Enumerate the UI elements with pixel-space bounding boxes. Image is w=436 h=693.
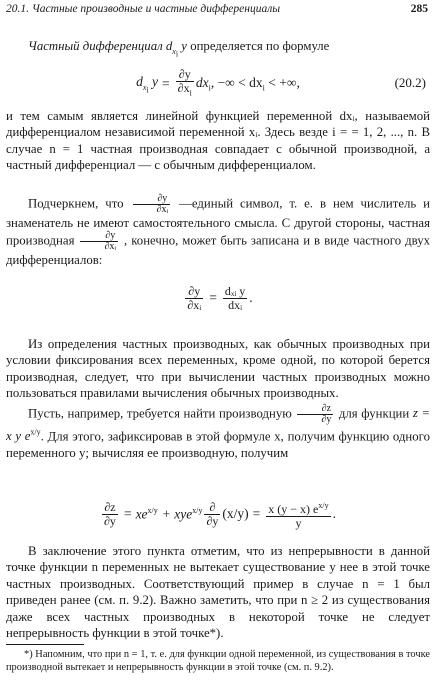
equation-example-derivative: $\frac{\partial z}{\partial y}$ = $xe^{x/y}$ + xye$^{x/y}$ $\frac{\partial}{\partial y}$ (x/y) = $\frac{x (y - x) e^{x/y}}{y}$ . <box>104 499 336 530</box>
eq1-fraction: $\frac{\partial y}{\partial x_i}$ <box>177 67 192 98</box>
page-number: 285 <box>410 3 428 15</box>
paragraph-single-symbol: Подчеркнем, что $\frac{\partial y}{\text{∂xᵢ}}$ —единый символ, т. е. в нем числитель и знаменатель не имеют самостоятельного смысла. С другой стороны, частная производная $\frac{\partial y}{\text{∂xᵢ}}$ , конечно, может быть записана и в виде частного двух дифференциалов: <box>6 193 431 268</box>
equation-number: (20.2) <box>394 75 426 90</box>
paragraph-definition <box>6 38 430 63</box>
paragraph-linear-function: и тем самым является линейной функцией переменной dxᵢ, называемой дифференциалом независимой переменной xᵢ. Здесь везде i = = 1, 2, ..., n. В случае n = 1 частная производная совпадает с обычной производной, а частный дифференциал — с обычным дифференциалом. <box>6 109 430 173</box>
inline-fraction-dy-dxi: $\frac{\partial y}{\text{∂xᵢ}}$ <box>133 194 171 215</box>
paragraph-example: Пусть, например, требуется найти производную $\frac{\partial z}{\partial y}$ для функции z = x y $e^{x/y}$. Для этого, зафиксировав в этой формуле x, получим функцию одного переменного y; вычисляя ее производную, получим <box>6 403 431 460</box>
eq1-condition: , −∞ < $dx_i$ < +∞, <box>210 75 300 93</box>
equation-20-2: $d_{x_i}$ y = $\frac{\partial y}{\partial x_i}$ $dx_i$ , −∞ < $dx_i$ < +∞, (20.2) <box>136 67 426 98</box>
term-partial-differential: Частный дифференциал <box>28 39 163 53</box>
eq1-dx: $dx_i$ <box>195 75 211 93</box>
inline-fraction-dz-dy: $\frac{\partial z}{\partial y}$ <box>297 404 333 425</box>
definition-tail: определяется по формуле <box>190 39 330 53</box>
example-function: z = x y $e^{x/y}$ <box>6 406 431 444</box>
footnote-divider <box>6 644 84 645</box>
paragraph-continuity-remark: В заключение этого пункта отметим, что из непрерывности в данной точке функции n переменных не вытекает существование у нее в этой точке частных производных. Соответствующий пример в случае n = 1 был приведен ранее (см. п. 9.2). Важно заметить, что при n ≥ 2 из существования даже всех частных производных в некоторой точке не следует непрерывность функции в этой точке*). <box>6 544 430 641</box>
page-header <box>0 3 436 19</box>
footnote: *) Напомним, что при n = 1, т. е. для функции одной переменной, из существования в точке производной вытекает и непрерывность функции в этой точке (см. п. 9.2). <box>6 649 430 673</box>
eq1-lhs: $d_{x_i}$ y <box>136 73 159 95</box>
paragraph-computation-rules: Из определения частных производных, как обычных производных при условии фиксирования всех переменных, кроме одной, по которой берется производная, следует, что при вычислении частных производных можно пользоваться правилами вычисления обычных производных. <box>6 337 430 401</box>
equation-quotient-of-differentials: $\frac{\partial y}{\text{∂xᵢ}}$ = $\frac{\text{dₓᵢ y}}{\text{dxᵢ}}$ . <box>187 283 253 312</box>
running-title: 20.1. Частные производные и частные дифференциалы <box>6 3 281 15</box>
symbol-dxi-y: $d_{x_i}$ y <box>165 39 187 59</box>
inline-fraction-dy-dxi-2: $\frac{\partial y}{\text{∂xᵢ}}$ <box>80 231 118 252</box>
